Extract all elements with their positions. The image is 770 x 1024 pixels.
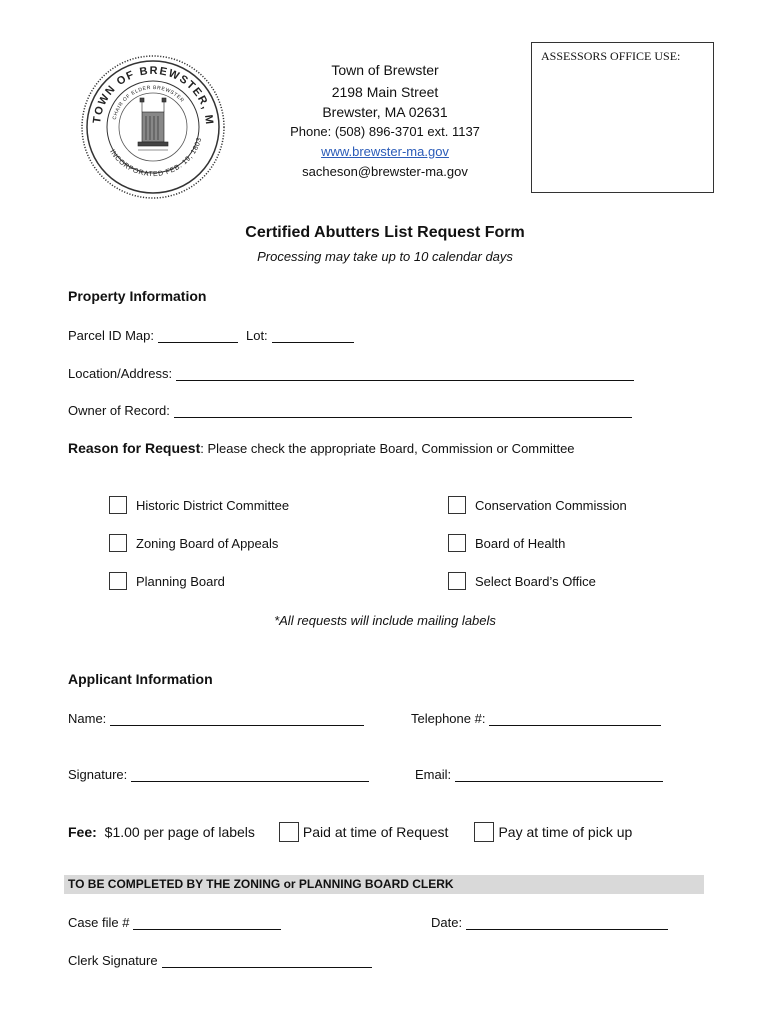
email-field[interactable] <box>455 767 663 782</box>
select-board-label: Select Board’s Office <box>475 573 596 589</box>
date-row <box>431 915 668 930</box>
signature-field[interactable] <box>131 767 369 782</box>
location-label: Location/Address: <box>68 366 173 381</box>
case-file-field[interactable] <box>133 915 281 930</box>
form-subtitle: Processing may take up to 10 calendar days <box>257 249 513 264</box>
assessors-office-label: ASSESSORS OFFICE USE: <box>541 49 681 63</box>
option-health[interactable] <box>448 534 565 552</box>
historic-district-label: Historic District Committee <box>136 497 290 513</box>
conservation-commission-label: Conservation Commission <box>475 497 627 513</box>
website-row <box>240 142 530 162</box>
city-state-zip: Brewster, MA 02631 <box>322 104 448 120</box>
signature-label: Signature: <box>68 767 128 782</box>
planning-board-checkbox[interactable] <box>109 572 127 590</box>
signature-row <box>68 767 369 782</box>
owner-label: Owner of Record: <box>68 403 170 418</box>
board-of-health-label: Board of Health <box>475 535 566 551</box>
name-field[interactable] <box>110 711 364 726</box>
pay-at-pickup-label: Pay at time of pick up <box>498 824 633 840</box>
historic-district-checkbox[interactable] <box>109 496 127 514</box>
telephone-row <box>411 711 661 726</box>
planning-board-label: Planning Board <box>136 573 225 589</box>
select-board-checkbox[interactable] <box>448 572 466 590</box>
location-field[interactable] <box>176 366 634 381</box>
option-conservation[interactable] <box>448 496 627 514</box>
form-title: Certified Abutters List Request Form <box>245 224 525 241</box>
town-seal-logo <box>80 54 226 200</box>
name-label: Name: <box>68 711 107 726</box>
owner-row <box>68 403 632 418</box>
paid-at-request-checkbox[interactable] <box>279 822 299 842</box>
mailing-labels-note: *All requests will include mailing labels <box>274 613 496 628</box>
parcel-row <box>68 328 354 343</box>
svg-text:TOWN OF BREWSTER, MASS.: TOWN OF BREWSTER, M <box>91 64 216 127</box>
zoning-board-checkbox[interactable] <box>109 534 127 552</box>
svg-text:INCORPORATED FEB. 19, 1803: INCORPORATED FEB. 19, 1803 <box>108 136 204 179</box>
lot-label: Lot: <box>245 328 268 343</box>
reason-instruction: : Please check the appropriate Board, Commission or Committee <box>200 441 575 456</box>
email-label: Email: <box>415 767 452 782</box>
clerk-section-heading: TO BE COMPLETED BY THE ZONING or PLANNING BOARD CLERK <box>64 875 704 894</box>
date-label: Date: <box>431 915 463 930</box>
clerk-signature-label: Clerk Signature <box>68 953 158 968</box>
board-of-health-checkbox[interactable] <box>448 534 466 552</box>
reason-heading: Reason for Request <box>68 440 201 456</box>
option-zoning[interactable] <box>109 534 278 552</box>
option-historic[interactable] <box>109 496 289 514</box>
option-planning[interactable] <box>109 572 225 590</box>
lot-field[interactable] <box>272 328 354 343</box>
parcel-id-label: Parcel ID Map: <box>68 328 154 343</box>
zoning-board-label: Zoning Board of Appeals <box>136 535 279 551</box>
fee-amount: $1.00 per page of labels <box>100 824 255 840</box>
svg-text:CHAIR OF ELDER BREWSTER: CHAIR OF ELDER BREWSTER <box>111 84 186 121</box>
case-file-label: Case file # <box>68 915 130 930</box>
contact-email: sacheson@brewster-ma.gov <box>302 164 468 179</box>
phone-number: Phone: (508) 896-3701 ext. 1137 <box>290 124 480 139</box>
paid-at-request-label: Paid at time of Request <box>302 824 449 840</box>
option-select-board[interactable] <box>448 572 596 590</box>
reason-row <box>68 440 575 456</box>
name-row <box>68 711 364 726</box>
location-row <box>68 366 634 381</box>
street-address: 2198 Main Street <box>331 84 439 100</box>
clerk-signature-field[interactable] <box>162 953 372 968</box>
telephone-label: Telephone #: <box>411 711 486 726</box>
property-info-heading: Property Information <box>68 288 207 304</box>
fee-label: Fee: <box>68 824 97 840</box>
clerk-signature-row <box>68 953 372 968</box>
town-name: Town of Brewster <box>331 62 439 78</box>
assessors-office-box <box>531 42 714 193</box>
conservation-commission-checkbox[interactable] <box>448 496 466 514</box>
owner-field[interactable] <box>174 403 632 418</box>
email-row <box>415 767 663 782</box>
pay-at-pickup-checkbox[interactable] <box>474 822 494 842</box>
date-field[interactable] <box>466 915 668 930</box>
parcel-id-field[interactable] <box>158 328 238 343</box>
fee-row <box>68 822 632 842</box>
applicant-info-heading: Applicant Information <box>68 671 213 687</box>
case-file-row <box>68 915 281 930</box>
telephone-field[interactable] <box>489 711 661 726</box>
website-link[interactable]: www.brewster-ma.gov <box>321 144 449 159</box>
